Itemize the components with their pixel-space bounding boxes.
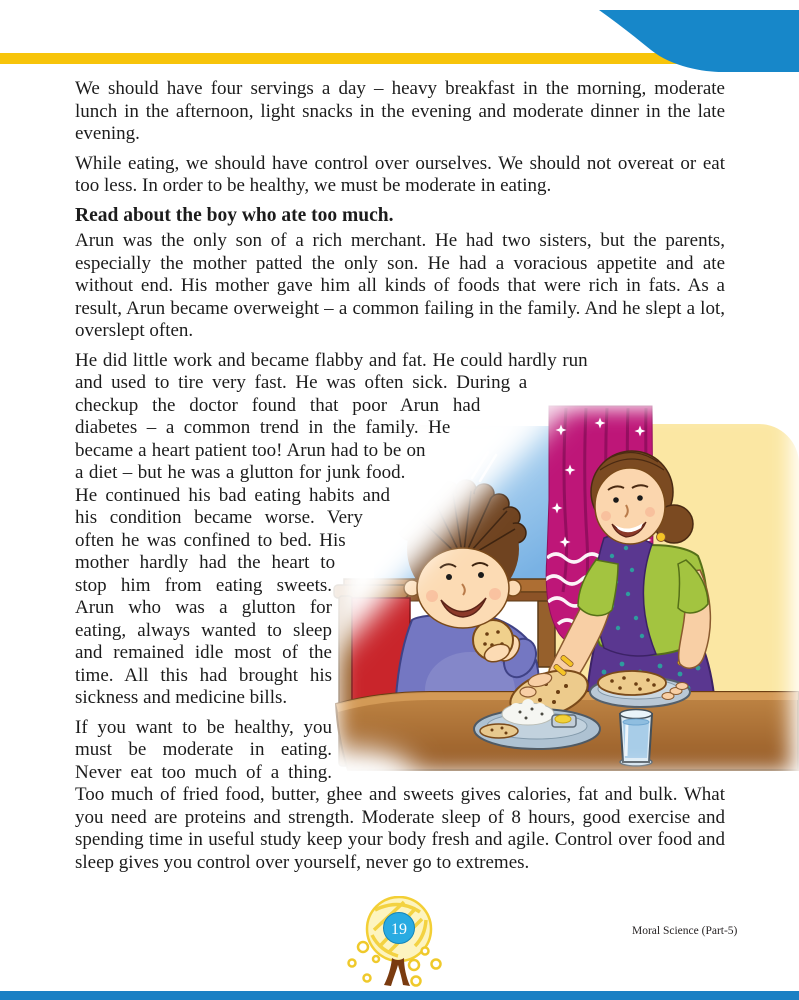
book-title: Moral Science (Part-5) (632, 925, 738, 937)
page-body-text (75, 78, 725, 881)
paragraph-arun-intro: Arun was the only son of a rich merchant. He had two sisters, but the parents, especially the mother patted the only son. He had a voracious appetite and ate without end. His mother gave him all kinds of foods that were rich in fats. As a result, Arun became overweight – a common failing in the family. And he slept a lot, overslept often. (75, 230, 725, 341)
paragraph-servings: We should have four servings a day – heavy breakfast in the morning, moderate lunch in the afternoon, light snacks in the evening and moderate dinner in the late evening. (75, 78, 725, 144)
page-number: 19 (391, 921, 407, 938)
paragraph-moderation: While eating, we should have control over ourselves. We should not overeat or eat too less. In order to be healthy, we must be moderate in eating. (75, 152, 725, 196)
section-heading: Read about the boy who ate too much. (75, 204, 394, 226)
corner-swoosh-shape (595, 0, 799, 75)
paragraph-healthy-advice: If you want to be healthy, you must be moderate in eating. Never eat too much of a thing. Too much of fried food, butter, ghee and sweets gives calories, fat and bulk. What you need are proteins and strength. Moderate sleep of 8 hours, good exercise and spending time in useful study keep your body fresh and agile. Control over food and sleep gives you control over yourself, never go to extremes. (75, 716, 725, 873)
tree-trunk (384, 958, 410, 986)
bottom-accent-bar (0, 991, 799, 1000)
paragraph-arun-sickness: He did little work and became flabby and fat. He could hardly run and used to tire very fast. He was often sick. During a checkup the doctor found that poor Arun had diabetes – a common trend in the family. He became a heart patient too! Arun had to be on a diet – but he was a glutton for junk food. He continued his bad eating habits and his condition became worse. Very often he was confined to bed. His mother hardly had the heart to stop him from eating sweets. Arun who was a glutton for eating, always wanted to sleep and remained idle most of the time. All this had brought his sickness and medicine bills. (75, 350, 725, 710)
page-number-emblem (345, 896, 451, 992)
